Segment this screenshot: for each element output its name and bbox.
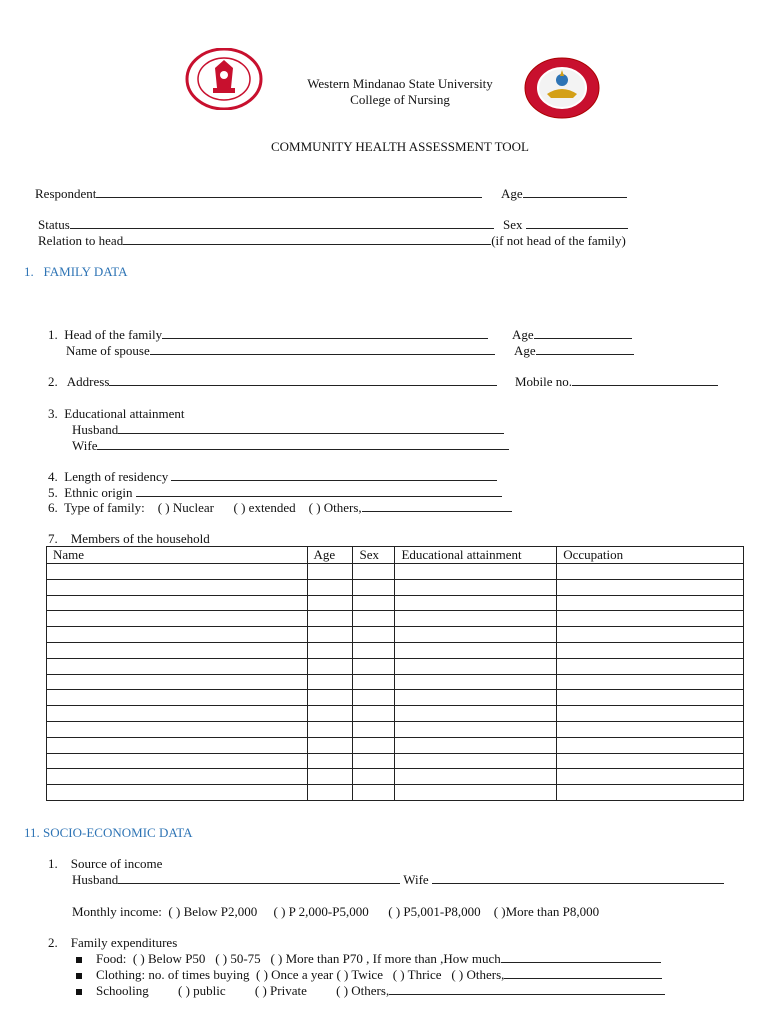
age-row bbox=[501, 186, 627, 202]
education-cell[interactable] bbox=[395, 564, 557, 580]
head-of-family-row bbox=[48, 327, 488, 343]
column-header-education: Educational attainment bbox=[395, 547, 557, 564]
spouse-age-field[interactable] bbox=[536, 343, 634, 355]
table-row bbox=[47, 769, 744, 785]
husband-edu-field[interactable] bbox=[118, 422, 504, 434]
sex-cell[interactable] bbox=[353, 642, 395, 658]
sex-cell[interactable] bbox=[353, 658, 395, 674]
age-cell[interactable] bbox=[307, 674, 353, 690]
name-cell[interactable] bbox=[47, 690, 308, 706]
monthly-income-label: Monthly income: bbox=[72, 904, 162, 919]
spouse-row bbox=[66, 343, 495, 359]
table-row bbox=[47, 721, 744, 737]
education-cell[interactable] bbox=[395, 579, 557, 595]
occupation-cell[interactable] bbox=[557, 579, 744, 595]
relation-note: (if not head of the family) bbox=[491, 233, 626, 248]
table-header-row bbox=[47, 547, 744, 564]
name-cell[interactable] bbox=[47, 674, 308, 690]
occupation-cell[interactable] bbox=[557, 706, 744, 722]
name-cell[interactable] bbox=[47, 642, 308, 658]
table-row bbox=[47, 595, 744, 611]
monthly-income-row bbox=[72, 904, 599, 920]
relation-row bbox=[38, 233, 626, 249]
item-number: 1. bbox=[48, 856, 58, 871]
table-row bbox=[47, 674, 744, 690]
sex-cell[interactable] bbox=[353, 611, 395, 627]
university-seal-logo bbox=[185, 48, 263, 114]
respondent-row bbox=[35, 186, 482, 202]
education-cell[interactable] bbox=[395, 769, 557, 785]
education-cell[interactable] bbox=[395, 737, 557, 753]
husband-edu-row bbox=[72, 422, 504, 438]
occupation-cell[interactable] bbox=[557, 674, 744, 690]
sex-label: Sex bbox=[503, 217, 523, 232]
food-more-than-70-option[interactable]: ( ) More than P70 , If more than ,How much bbox=[270, 951, 501, 966]
mobile-label: Mobile no. bbox=[515, 374, 573, 389]
age-field[interactable] bbox=[523, 186, 627, 198]
head-age-row bbox=[512, 327, 632, 343]
sex-cell[interactable] bbox=[353, 579, 395, 595]
residency-label: Length of residency bbox=[64, 469, 169, 484]
sex-cell[interactable] bbox=[353, 753, 395, 769]
address-label: Address bbox=[66, 374, 110, 389]
sex-cell[interactable] bbox=[353, 674, 395, 690]
age-cell[interactable] bbox=[307, 690, 353, 706]
age-cell[interactable] bbox=[307, 785, 353, 801]
spouse-age-label: Age bbox=[514, 343, 536, 358]
expenditures-row bbox=[48, 935, 177, 951]
column-header-sex: Sex bbox=[353, 547, 395, 564]
name-cell[interactable] bbox=[47, 721, 308, 737]
item-number: 7. bbox=[48, 531, 58, 546]
item-number: 5. bbox=[48, 485, 58, 500]
sex-cell[interactable] bbox=[353, 564, 395, 580]
table-row bbox=[47, 690, 744, 706]
college-of-nursing-seal-logo bbox=[523, 56, 601, 124]
item-number: 1. bbox=[48, 327, 58, 342]
age-cell[interactable] bbox=[307, 658, 353, 674]
food-row bbox=[76, 951, 661, 967]
occupation-cell[interactable] bbox=[557, 642, 744, 658]
residency-row bbox=[48, 469, 497, 485]
name-cell[interactable] bbox=[47, 564, 308, 580]
table-row bbox=[47, 785, 744, 801]
head-of-family-field[interactable] bbox=[162, 327, 488, 339]
sex-cell[interactable] bbox=[353, 595, 395, 611]
wife-income-field[interactable] bbox=[432, 872, 724, 884]
wife-edu-field[interactable] bbox=[97, 438, 509, 450]
clothing-others-field[interactable] bbox=[504, 967, 662, 979]
food-amount-field[interactable] bbox=[501, 951, 661, 963]
education-cell[interactable] bbox=[395, 627, 557, 643]
occupation-cell[interactable] bbox=[557, 627, 744, 643]
sex-cell[interactable] bbox=[353, 737, 395, 753]
sex-field[interactable] bbox=[526, 217, 628, 229]
sex-cell[interactable] bbox=[353, 785, 395, 801]
respondent-field[interactable] bbox=[96, 186, 482, 198]
item-number: 3. bbox=[48, 406, 58, 421]
age-cell[interactable] bbox=[307, 595, 353, 611]
table-row bbox=[47, 753, 744, 769]
college-name: College of Nursing bbox=[350, 92, 450, 107]
status-row bbox=[38, 217, 494, 233]
husband-income-field[interactable] bbox=[118, 872, 400, 884]
food-below-50-option[interactable]: ( ) Below P50 bbox=[132, 951, 206, 966]
table-row bbox=[47, 706, 744, 722]
others-field[interactable] bbox=[362, 500, 512, 512]
household-members-table bbox=[46, 546, 744, 801]
clothing-others-option[interactable]: ( ) Others, bbox=[451, 967, 505, 982]
income-2000-5000-option[interactable]: ( ) P 2,000-P5,000 bbox=[273, 904, 369, 919]
family-data-heading: 1. FAMILY DATA bbox=[24, 264, 128, 279]
age-cell[interactable] bbox=[307, 627, 353, 643]
table-row bbox=[47, 564, 744, 580]
item-number: 6. bbox=[48, 500, 58, 515]
bullet-icon bbox=[76, 989, 82, 995]
socio-economic-heading: 11. SOCIO-ECONOMIC DATA bbox=[24, 825, 193, 840]
occupation-cell[interactable] bbox=[557, 721, 744, 737]
expenditures-label: Family expenditures bbox=[70, 935, 178, 950]
family-type-label: Type of family: bbox=[64, 500, 145, 515]
ethnic-row bbox=[48, 485, 502, 501]
husband-income-row bbox=[72, 872, 724, 888]
item-number: 4. bbox=[48, 469, 58, 484]
education-cell[interactable] bbox=[395, 753, 557, 769]
occupation-cell[interactable] bbox=[557, 737, 744, 753]
occupation-cell[interactable] bbox=[557, 658, 744, 674]
clothing-twice-option[interactable]: ( ) Twice bbox=[336, 967, 383, 982]
age-label: Age bbox=[501, 186, 523, 201]
clothing-row bbox=[76, 967, 662, 983]
name-cell[interactable] bbox=[47, 737, 308, 753]
name-cell[interactable] bbox=[47, 611, 308, 627]
schooling-private-option[interactable]: ( ) Private bbox=[254, 983, 307, 998]
name-cell[interactable] bbox=[47, 658, 308, 674]
sex-cell[interactable] bbox=[353, 706, 395, 722]
bullet-icon bbox=[76, 957, 82, 963]
members-row bbox=[48, 531, 210, 547]
age-cell[interactable] bbox=[307, 706, 353, 722]
occupation-cell[interactable] bbox=[557, 564, 744, 580]
head-age-label: Age bbox=[512, 327, 534, 342]
relation-label: Relation to head bbox=[38, 233, 124, 248]
education-cell[interactable] bbox=[395, 642, 557, 658]
head-of-family-label: Head of the family bbox=[64, 327, 163, 342]
address-row bbox=[48, 374, 497, 390]
name-cell[interactable] bbox=[47, 627, 308, 643]
form-title: COMMUNITY HEALTH ASSESSMENT TOOL bbox=[271, 139, 529, 154]
husband-income-label: Husband bbox=[72, 872, 119, 887]
table-row bbox=[47, 611, 744, 627]
sex-row bbox=[503, 217, 628, 233]
column-header-occupation: Occupation bbox=[557, 547, 744, 564]
name-cell[interactable] bbox=[47, 579, 308, 595]
schooling-others-option[interactable]: ( ) Others, bbox=[336, 983, 390, 998]
sex-cell[interactable] bbox=[353, 690, 395, 706]
income-source-row bbox=[48, 856, 162, 872]
name-cell[interactable] bbox=[47, 785, 308, 801]
ethnic-field[interactable] bbox=[136, 485, 502, 497]
item-number: 2. bbox=[48, 374, 58, 389]
table-row bbox=[47, 737, 744, 753]
university-name: Western Mindanao State University bbox=[307, 76, 493, 91]
income-source-label: Source of income bbox=[70, 856, 163, 871]
clothing-label: Clothing: no. of times buying bbox=[96, 967, 250, 982]
education-cell[interactable] bbox=[395, 690, 557, 706]
table-row bbox=[47, 579, 744, 595]
education-row bbox=[48, 406, 184, 422]
age-cell[interactable] bbox=[307, 769, 353, 785]
item-number: 2. bbox=[48, 935, 58, 950]
income-more-than-8000-option[interactable]: ( )More than P8,000 bbox=[493, 904, 600, 919]
schooling-public-option[interactable]: ( ) public bbox=[177, 983, 226, 998]
clothing-thrice-option[interactable]: ( ) Thrice bbox=[392, 967, 442, 982]
education-cell[interactable] bbox=[395, 674, 557, 690]
table-row bbox=[47, 658, 744, 674]
husband-edu-label: Husband bbox=[72, 422, 119, 437]
spouse-label: Name of spouse bbox=[66, 343, 150, 358]
education-cell[interactable] bbox=[395, 595, 557, 611]
income-below-2000-option[interactable]: ( ) Below P2,000 bbox=[168, 904, 258, 919]
wife-income-label: Wife bbox=[403, 872, 429, 887]
education-cell[interactable] bbox=[395, 658, 557, 674]
relation-field[interactable] bbox=[123, 233, 491, 245]
schooling-row bbox=[76, 983, 665, 999]
occupation-cell[interactable] bbox=[557, 690, 744, 706]
age-cell[interactable] bbox=[307, 579, 353, 595]
sex-cell[interactable] bbox=[353, 769, 395, 785]
name-cell[interactable] bbox=[47, 706, 308, 722]
ethnic-label: Ethnic origin bbox=[64, 485, 133, 500]
age-cell[interactable] bbox=[307, 642, 353, 658]
residency-field[interactable] bbox=[171, 469, 497, 481]
spouse-field[interactable] bbox=[150, 343, 495, 355]
age-cell[interactable] bbox=[307, 611, 353, 627]
name-cell[interactable] bbox=[47, 769, 308, 785]
respondent-label: Respondent bbox=[35, 186, 97, 201]
others-checkbox[interactable]: ( ) Others, bbox=[308, 500, 362, 515]
age-cell[interactable] bbox=[307, 753, 353, 769]
bullet-icon bbox=[76, 973, 82, 979]
education-cell[interactable] bbox=[395, 611, 557, 627]
extended-checkbox[interactable]: ( ) extended bbox=[233, 500, 296, 515]
mobile-field[interactable] bbox=[572, 374, 718, 386]
education-cell[interactable] bbox=[395, 706, 557, 722]
table-row bbox=[47, 642, 744, 658]
age-cell[interactable] bbox=[307, 737, 353, 753]
column-header-age: Age bbox=[307, 547, 353, 564]
household-table-body bbox=[47, 564, 744, 801]
table-row bbox=[47, 627, 744, 643]
occupation-cell[interactable] bbox=[557, 595, 744, 611]
education-cell[interactable] bbox=[395, 785, 557, 801]
name-cell[interactable] bbox=[47, 753, 308, 769]
clothing-once-option[interactable]: ( ) Once a year bbox=[255, 967, 334, 982]
members-label: Members of the household bbox=[70, 531, 210, 546]
sex-cell[interactable] bbox=[353, 627, 395, 643]
sex-cell[interactable] bbox=[353, 721, 395, 737]
head-age-field[interactable] bbox=[534, 327, 632, 339]
food-50-75-option[interactable]: ( ) 50-75 bbox=[215, 951, 261, 966]
mobile-row bbox=[515, 374, 718, 390]
name-cell[interactable] bbox=[47, 595, 308, 611]
wife-edu-label: Wife bbox=[72, 438, 98, 453]
schooling-others-field[interactable] bbox=[389, 983, 665, 995]
nuclear-checkbox[interactable]: ( ) Nuclear bbox=[157, 500, 215, 515]
address-field[interactable] bbox=[109, 374, 497, 386]
occupation-cell[interactable] bbox=[557, 753, 744, 769]
column-header-name: Name bbox=[47, 547, 308, 564]
age-cell[interactable] bbox=[307, 564, 353, 580]
status-label: Status bbox=[38, 217, 70, 232]
income-5001-8000-option[interactable]: ( ) P5,001-P8,000 bbox=[388, 904, 481, 919]
occupation-cell[interactable] bbox=[557, 785, 744, 801]
family-type-row bbox=[48, 500, 512, 516]
occupation-cell[interactable] bbox=[557, 611, 744, 627]
status-field[interactable] bbox=[70, 217, 494, 229]
wife-edu-row bbox=[72, 438, 509, 454]
education-label: Educational attainment bbox=[64, 406, 185, 421]
schooling-label: Schooling bbox=[96, 983, 149, 998]
occupation-cell[interactable] bbox=[557, 769, 744, 785]
education-cell[interactable] bbox=[395, 721, 557, 737]
spouse-age-row bbox=[514, 343, 634, 359]
food-label: Food: bbox=[96, 951, 127, 966]
age-cell[interactable] bbox=[307, 721, 353, 737]
